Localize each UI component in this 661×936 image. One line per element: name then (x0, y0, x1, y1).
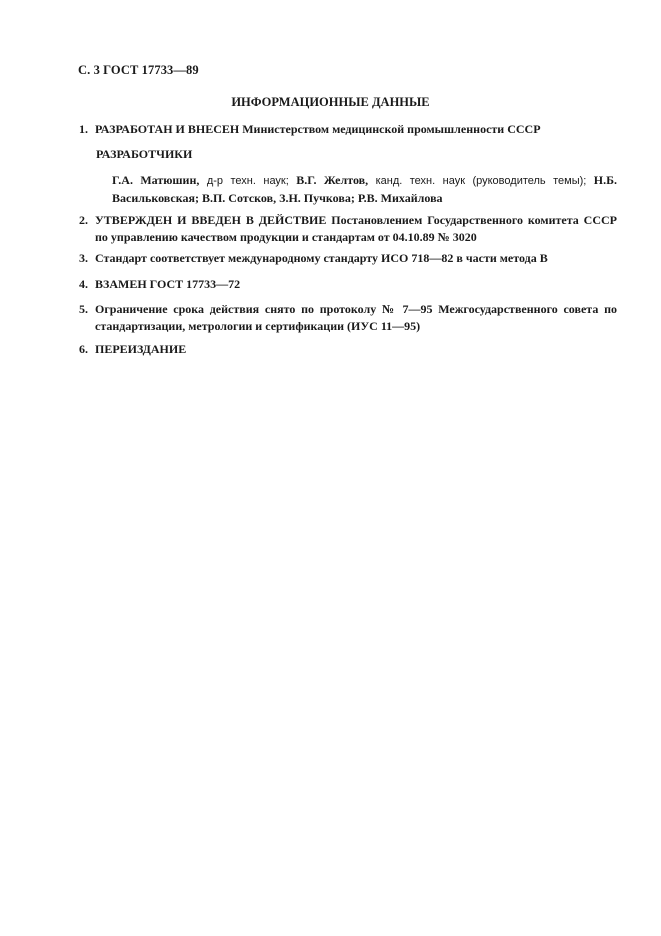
item-text: Стандарт соответствует международному стандарту ИСО 718—82 в части метода В (95, 251, 548, 265)
developer-name: Р.В. Михайлова (357, 190, 443, 205)
developer-name: В.Г. Желтов, (296, 173, 369, 187)
developer-name: З.Н. Пучкова; (279, 190, 355, 205)
item-number: 1. (79, 122, 88, 136)
developer-degree: д-р техн. наук; (199, 175, 289, 187)
developer-name: Н.Б. Васильковская; (112, 173, 618, 205)
info-item-4 (79, 276, 617, 293)
developers-list (112, 172, 617, 206)
item-number: 3. (79, 251, 88, 265)
info-item-2 (79, 212, 617, 245)
item-number: 5. (79, 302, 88, 316)
developer-degree: канд. техн. наук (руководитель темы); (368, 175, 587, 187)
developer-name: Г.А. Матюшин, (112, 173, 200, 187)
item-caps: ВЗАМЕН ГОСТ 17733—72 (95, 277, 241, 291)
developer-name: В.П. Сотсков, (201, 190, 277, 205)
item-caps: ПЕРЕИЗДАНИЕ (95, 342, 187, 356)
info-item-3 (79, 250, 617, 267)
info-item-6 (79, 341, 617, 358)
item-caps: РАЗРАБОТАН И ВНЕСЕН (95, 122, 240, 136)
item-text: Постановлением Государственного комитета СССР по управлению качеством продукции и стандартам от 04.10.89 № 3020 (95, 213, 617, 244)
developers-heading: РАЗРАБОТЧИКИ (96, 147, 193, 161)
item-caps: УТВЕРЖДЕН И ВВЕДЕН В ДЕЙСТВИЕ (95, 213, 327, 227)
page-header: С. 3 ГОСТ 17733—89 (78, 63, 199, 77)
item-number: 6. (79, 342, 88, 356)
item-text: Министерством медицинской промышленности СССР (239, 122, 541, 136)
info-item-5 (79, 301, 617, 334)
info-item-1 (79, 121, 617, 138)
item-number: 4. (79, 277, 88, 291)
item-text: Ограничение срока действия снято по протоколу № 7—95 Межгосударственного совета по стандартизации, метрологии и сертификации (ИУС 11—95) (95, 302, 617, 333)
item-number: 2. (79, 213, 88, 227)
section-title: ИНФОРМАЦИОННЫЕ ДАННЫЕ (231, 95, 430, 109)
